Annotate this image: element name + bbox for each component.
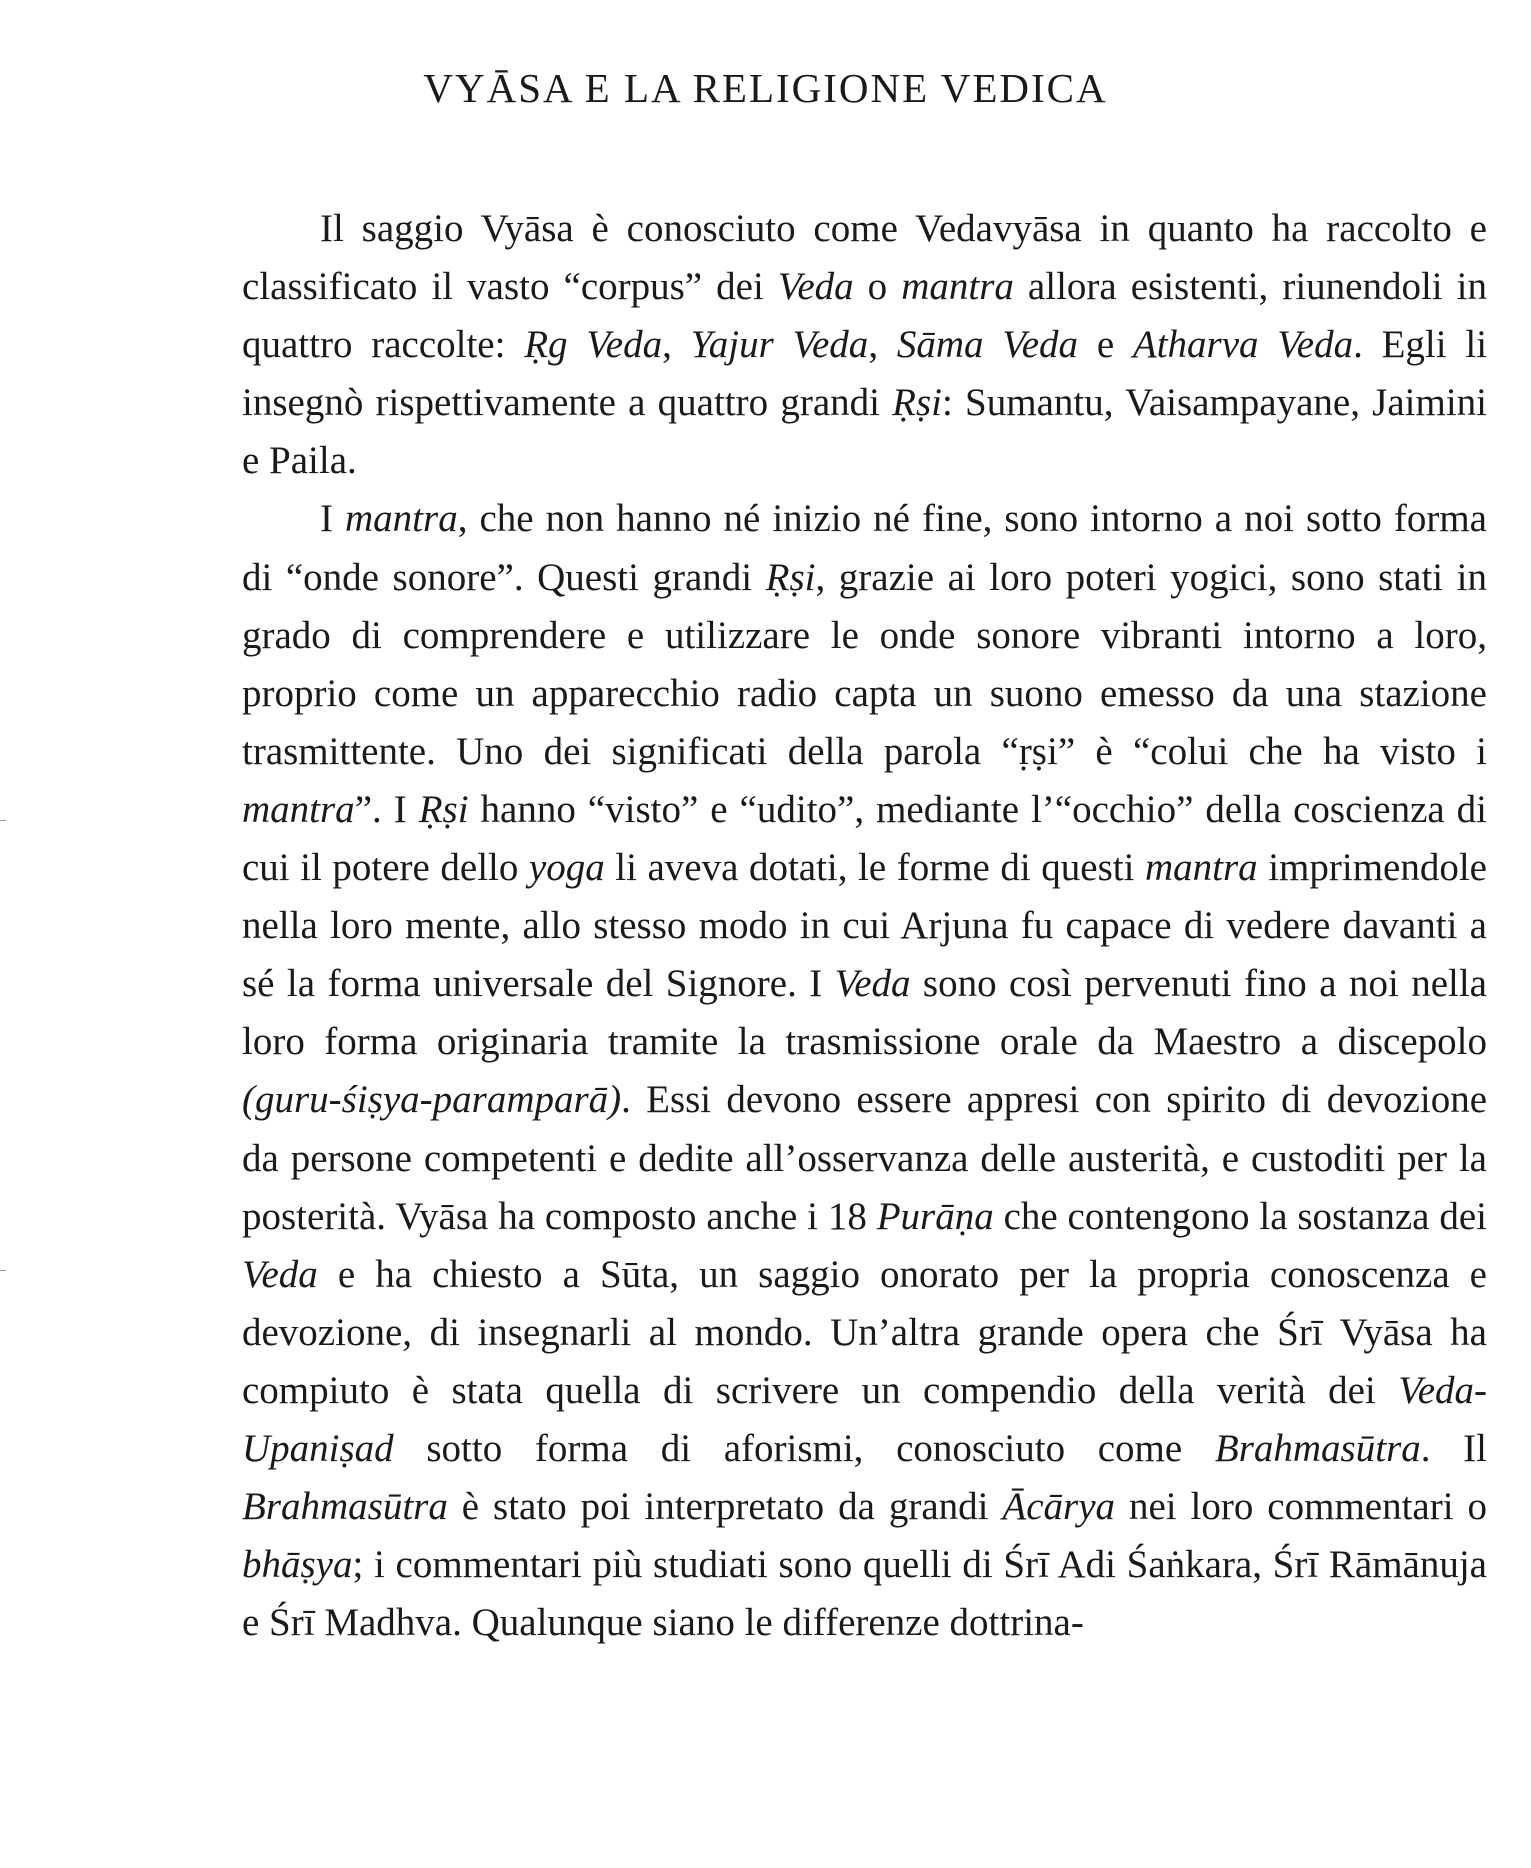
text-run: sono così pervenuti fino a noi nella loro forma originaria tramite la trasmissione orale da Maestro a discepolo (242, 962, 1487, 1064)
text-run: ; i commentari più studiati sono quelli di Śrī Adi Śaṅkara, Śrī Rāmānuja e Śrī Madhva. Qualunque siano le differenze dottrina- (242, 1543, 1487, 1645)
text-run: o (853, 265, 902, 309)
italic-term: Sāma Veda (896, 323, 1079, 367)
italic-term: Ācārya (1002, 1485, 1116, 1529)
italic-term: Ṛṣi (765, 555, 816, 599)
italic-term: Brahmasūtra (1214, 1426, 1421, 1470)
italic-term: Veda (834, 962, 911, 1006)
italic-term: mantra (1144, 846, 1258, 890)
text-run: , (868, 323, 897, 367)
italic-term: Atharva Veda (1132, 323, 1354, 367)
italic-term: Veda (242, 1252, 318, 1296)
italic-term: Brahmasūtra (242, 1485, 448, 1529)
text-run: sotto forma di aforismi, conosciuto come (393, 1426, 1215, 1470)
text-run: . Egli li insegnò rispettivamente a quattro grandi (242, 323, 1488, 425)
text-run: . Essi devono essere appresi con spirito di devozione da persone competenti e dedite all’osservanza delle austerità, e custoditi per la posterità. Vyāsa ha composto anche i 18 (242, 1078, 1487, 1238)
paragraph-1 (242, 200, 1487, 490)
page-title: VYĀSA E LA RELIGIONE VEDICA (423, 65, 1108, 111)
italic-term: Purāṇa (876, 1194, 994, 1238)
italic-term: Yajur Veda (690, 323, 869, 367)
text-run: hanno “visto” e “udito”, mediante l’“occhio” della coscienza di cui il potere dello (242, 787, 1487, 890)
text-run: e ha chiesto a Sūta, un saggio onorato per la propria conoscenza e devozione, di insegnarli al mondo. Un’altra grande opera che Śrī Vyāsa ha compiuto è stata quella di scrivere un compendio della verità dei (242, 1252, 1487, 1412)
text-run: nei loro commentari o (1115, 1485, 1487, 1529)
italic-term: Ṛṣi (892, 381, 943, 425)
italic-term: (guru-śiṣya-paramparā) (242, 1078, 622, 1122)
text-run: , (662, 323, 691, 367)
italic-term: bhāṣya (242, 1543, 353, 1587)
text-run: allora esistenti, riunendoli in quattro raccolte: (242, 265, 1487, 367)
italic-term: mantra (901, 265, 1014, 309)
text-run: , che non hanno né inizio né fine, sono intorno a noi sotto forma di “onde sonore”. Questi grandi (242, 497, 1487, 599)
text-run: . Il (1420, 1426, 1488, 1470)
italic-term: Ṛg Veda (524, 323, 663, 367)
scan-margin-mark (0, 820, 6, 821)
italic-term: Veda (777, 265, 854, 309)
italic-term: Ṛṣi (418, 787, 469, 831)
text-run: : Sumantu, Vaisampayane, Jaimini e Paila. (242, 381, 1487, 483)
scan-margin-mark (0, 1270, 6, 1271)
italic-term: Veda-Upaniṣad (242, 1368, 1487, 1470)
text-run: imprimendole nella loro mente, allo stesso modo in cui Arjuna fu capace di vedere davanti a sé la forma universale del Signore. I (242, 846, 1487, 1006)
text-run: e (1078, 323, 1133, 367)
text-run: ”. I (354, 787, 419, 831)
text-run: li aveva dotati, le forme di questi (604, 846, 1145, 890)
text-run: Il saggio Vyāsa è conosciuto come Vedavyāsa in quanto ha raccolto e classificato il vasto “corpus” dei (242, 207, 1487, 309)
text-run: , grazie ai loro poteri yogici, sono stati in grado di comprendere e utilizzare le onde sonore vibranti intorno a loro, proprio come un apparecchio radio capta un suono emesso da una stazione trasmittente. Uno dei significati della parola “ṛṣi” è “colui che ha visto i (242, 555, 1487, 773)
paragraph-2 (242, 490, 1487, 1652)
italic-term: mantra (345, 497, 458, 541)
body-text (242, 200, 1487, 1652)
text-run: è stato poi interpretato da grandi (447, 1485, 1003, 1529)
italic-term: yoga (528, 846, 605, 890)
italic-term: mantra (242, 787, 355, 831)
text-run: che contengono la sostanza dei (993, 1194, 1487, 1238)
text-run: I (320, 497, 346, 541)
